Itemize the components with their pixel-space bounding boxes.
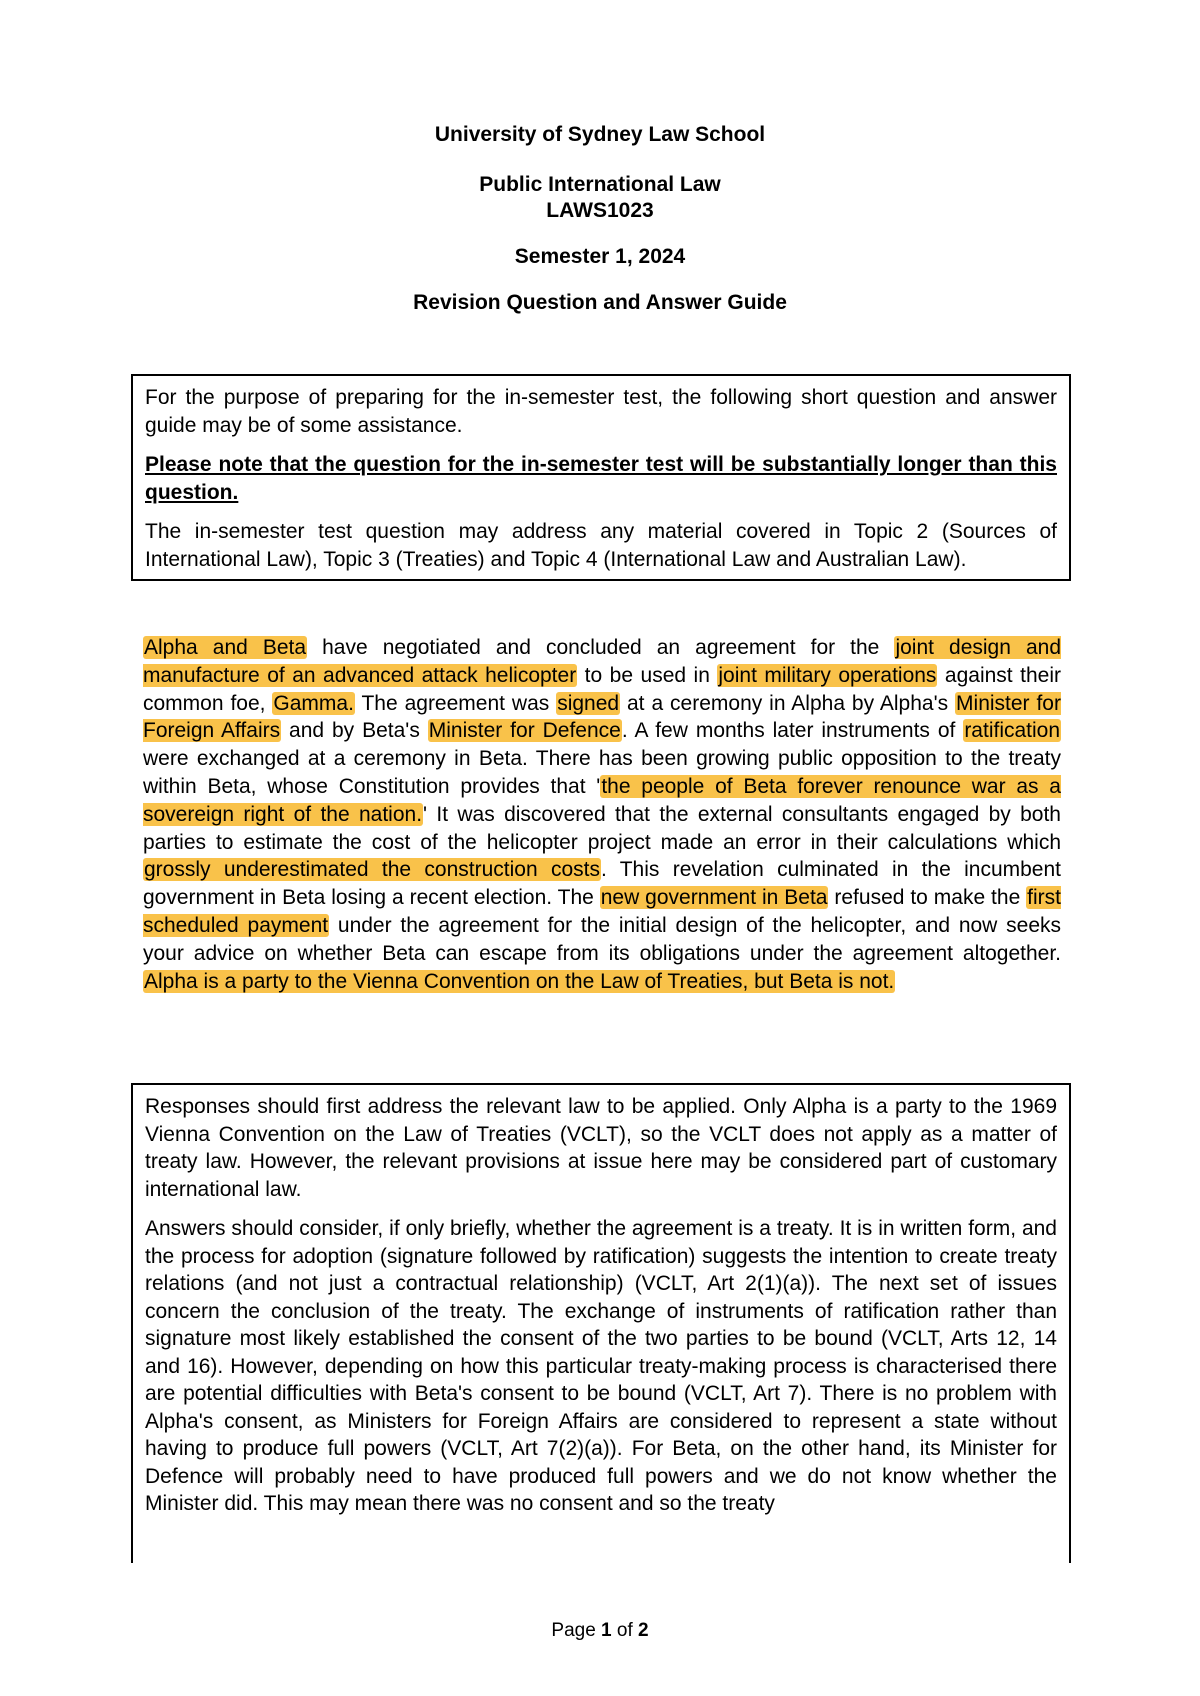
intro-box [131,374,1071,581]
scenario-paragraph: Alpha and Beta have negotiated and concluded an agreement for the joint design and manufacture of an advanced attack helicopter to be used in joint military operations against their common foe, Gamma. The agreement was signed at a ceremony in Alpha by Alpha's Minister for Foreign Affairs and by Beta's Minister for Defence. A few months later instruments of ratification were exchanged at a ceremony in Beta. There has been growing public opposition to the treaty within Beta, whose Constitution provides that 'the people of Beta forever renounce war as a sovereign right of the nation.' It was discovered that the external consultants engaged by both parties to estimate the cost of the helicopter project made an error in their calculations which grossly underestimated the construction costs. This revelation culminated in the incumbent government in Beta losing a recent election. The new government in Beta refused to make the first scheduled payment under the agreement for the initial design of the helicopter, and now seeks your advice on whether Beta can escape from its obligations under the agreement altogether. Alpha is a party to the Vienna Convention on the Law of Treaties, but Beta is not. [143,636,1061,993]
intro-paragraph: For the purpose of preparing for the in-semester test, the following short question and answer guide may be of some assistance. [145,386,1057,437]
highlight-gamma: Gamma. [273,691,354,715]
highlight-defence-minister: Minister for Defence [428,719,621,743]
highlight-helicopter: joint design and manufacture of an advanced attack helicopter [143,636,1061,687]
length-note: Please note that the question for the in-semester test will be substantially longer than this question. [145,453,1057,504]
topics-paragraph: The in-semester test question may address any material covered in Topic 2 (Sources of International Law), Topic 3 (Treaties) and Topic 4 (International Law and Australian Law). [145,520,1057,571]
answer-paragraph-law: Responses should first address the relevant law to be applied. Only Alpha is a party to the 1969 Vienna Convention on the Law of Treaties (VCLT), so the VCLT does not apply as a matter of treaty law. However, the relevant provisions at issue here may be considered part of customary international law. [145,1095,1057,1201]
highlight-first-payment: first scheduled payment [143,886,1061,937]
highlight-ratification: ratification [964,719,1061,743]
semester-heading: Semester 1, 2024 [514,245,686,268]
page-footer: Page 1 of 2 [551,1620,649,1641]
institution-heading: University of Sydney Law School [434,123,766,146]
highlight-parties: Alpha and Beta [144,636,307,659]
title-block [0,122,1200,316]
highlight-vclt-parties: Alpha is a party to the Vienna Convention on the Law of Treaties, but Beta is not. [144,969,895,993]
course-heading: Public International Law [479,173,721,196]
answer-paragraph-treaty: Answers should consider, if only briefly, whether the agreement is a treaty. It is in written form, and the process for adoption (signature followed by ratification) suggests the intention to create treaty relations (and not just a contractual relationship) (VCLT, Art 2(1)(a)). The next set of issues concern the conclusion of the treaty. The exchange of instruments of ratification rather than signature most likely established the consent of the two parties to be bound (VCLT, Arts 12, 14 and 16). However, depending on how this particular treaty-making process is characterised there are potential difficulties with Beta's consent to be bound (VCLT, Art 7). There is no problem with Alpha's consent, as Ministers for Foreign Affairs are considered to represent a state without having to produce full powers (VCLT, Art 7(2)(a)). For Beta, on the other hand, its Minister for Defence will probably need to have produced full powers and we do not know whether the Minister did. This may mean there was no consent and so the treaty [145,1217,1057,1515]
current-page: 1 [601,1620,612,1641]
answer-box [131,1083,1071,1563]
highlight-signed: signed [557,691,620,715]
document-title: Revision Question and Answer Guide [413,291,787,314]
highlight-constitution-quote: the people of Beta forever renounce war as a sovereign right of the nation. [143,774,1061,826]
highlight-joint-operations: joint military operations [718,663,937,687]
total-pages: 2 [638,1620,649,1641]
highlight-cost-error: grossly underestimated the construction costs [144,858,600,882]
highlight-new-government: new government in Beta [600,886,828,910]
highlight-foreign-minister: Minister for Foreign Affairs [143,691,1061,743]
course-code: LAWS1023 [546,199,654,222]
